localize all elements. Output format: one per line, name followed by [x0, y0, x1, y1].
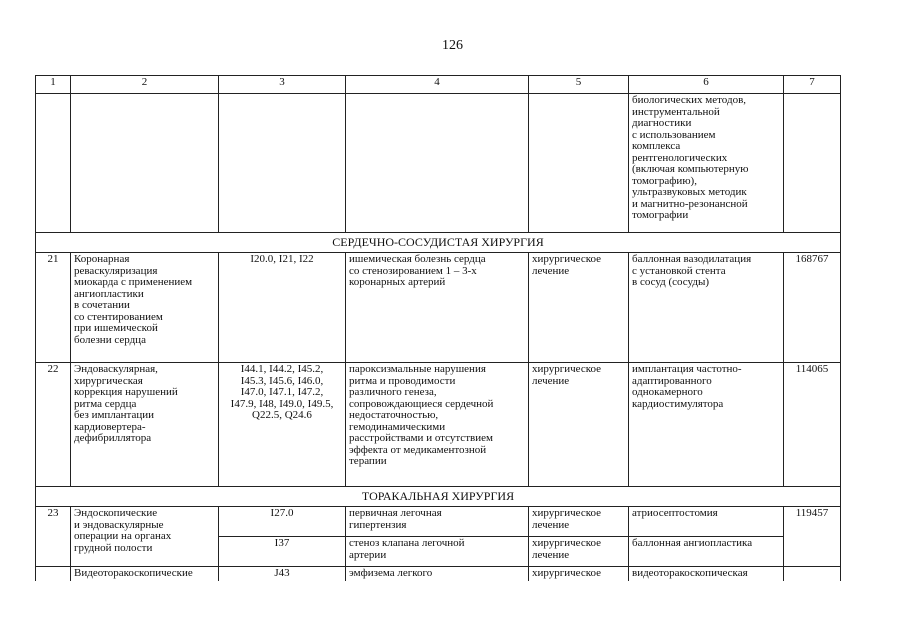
cell-empty [529, 94, 629, 233]
header-cell-7: 7 [784, 76, 841, 94]
section-title: СЕРДЕЧНО-СОСУДИСТАЯ ХИРУРГИЯ [36, 233, 841, 253]
patient-model: первичная легочная гипертензия [346, 507, 529, 537]
section-row [36, 233, 841, 253]
treatment-method: имплантация частотно- адаптированного однокамерного кардиостимулятора [629, 363, 784, 487]
price: 119457 [784, 507, 841, 567]
table-row [36, 363, 841, 487]
treatment-method: атриосептостомия [629, 507, 784, 537]
procedures-table [35, 75, 841, 581]
icd-codes: I37 [219, 537, 346, 567]
treatment-method: баллонная ангиопластика [629, 537, 784, 567]
icd-codes: I27.0 [219, 507, 346, 537]
cell-empty [346, 94, 529, 233]
method-cell: биологических методов, инструментальной диагностики с использованием комплекса рентгенологических (включая компьютерную томографию), ультразвуковых методик и магнитно-резонансной томографии [629, 94, 784, 233]
treatment-method: видеоторакоскопическая [629, 567, 784, 581]
row-number [36, 567, 71, 581]
section-row [36, 487, 841, 507]
icd-codes: I44.1, I44.2, I45.2, I45.3, I45.6, I46.0, I47.0, I47.1, I47.2, I47.9, I48, I49.0, I49.5, Q22.5, Q24.6 [219, 363, 346, 487]
header-cell-4: 4 [346, 76, 529, 94]
table-row [36, 567, 841, 581]
icd-codes: I20.0, I21, I22 [219, 253, 346, 363]
treatment-type: хирургическое лечение [529, 363, 629, 487]
header-cell-1: 1 [36, 76, 71, 94]
page-number: 126 [442, 38, 463, 53]
row-number: 23 [36, 507, 71, 567]
cell-empty [784, 94, 841, 233]
patient-model: эмфизема легкого [346, 567, 529, 581]
row-number: 21 [36, 253, 71, 363]
header-cell-5: 5 [529, 76, 629, 94]
treatment-type: хирургическое лечение [529, 253, 629, 363]
procedure-name: Эндоскопические и эндоваскулярные операции на органах грудной полости [71, 507, 219, 567]
cell-empty [219, 94, 346, 233]
treatment-type: хирургическое лечение [529, 537, 629, 567]
header-cell-6: 6 [629, 76, 784, 94]
treatment-type: хирургическое [529, 567, 629, 581]
header-cell-3: 3 [219, 76, 346, 94]
patient-model: пароксизмальные нарушения ритма и проводимости различного генеза, сопровождающиеся сердечной недостаточностью, гемодинамическими расстройствами и отсутствием эффекта от медикаментозной терапии [346, 363, 529, 487]
procedure-name: Видеоторакоскопические [71, 567, 219, 581]
patient-model: стеноз клапана легочной артерии [346, 537, 529, 567]
price [784, 567, 841, 581]
procedure-name: Эндоваскулярная, хирургическая коррекция нарушений ритма сердца без имплантации кардиовертера- дефибриллятора [71, 363, 219, 487]
treatment-type: хирургическое лечение [529, 507, 629, 537]
table-row [36, 507, 841, 537]
section-title: ТОРАКАЛЬНАЯ ХИРУРГИЯ [36, 487, 841, 507]
header-cell-2: 2 [71, 76, 219, 94]
table-row [36, 253, 841, 363]
price: 114065 [784, 363, 841, 487]
icd-codes: J43 [219, 567, 346, 581]
cell-empty [36, 94, 71, 233]
treatment-method: баллонная вазодилатация с установкой стента в сосуд (сосуды) [629, 253, 784, 363]
cell-empty [71, 94, 219, 233]
row-number: 22 [36, 363, 71, 487]
patient-model: ишемическая болезнь сердца со стенозированием 1 – 3-х коронарных артерий [346, 253, 529, 363]
continuation-row [36, 94, 841, 233]
price: 168767 [784, 253, 841, 363]
header-row [36, 76, 841, 94]
procedure-name: Коронарная реваскуляризация миокарда с применением ангиопластики в сочетании со стентированием при ишемической болезни сердца [71, 253, 219, 363]
